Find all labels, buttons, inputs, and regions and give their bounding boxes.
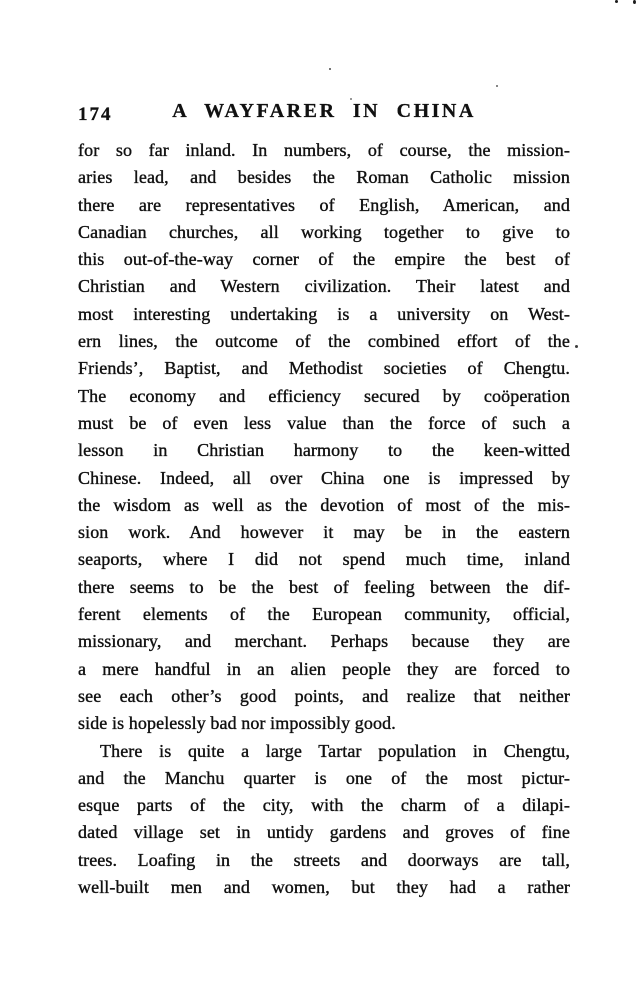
text-line: see each other’s good points, and realize that neither [78,685,570,706]
text-line: a mere handful in an alien people they are forced to [78,658,570,679]
scan-speck [350,98,352,100]
text-line: side is hopelessly bad nor impossibly good. [78,713,396,734]
text-line: there are representatives of English, American, and [78,194,570,215]
scan-speck [496,85,498,87]
text-line: dated village set in untidy gardens and groves of fine [78,822,570,843]
scan-speck [575,345,578,348]
text-line: ern lines, the outcome of the combined effort of the [78,331,570,352]
text-line: most interesting undertaking is a university on West- [78,303,570,324]
text-line: There is quite a large Tartar population in Chengtu, [100,740,570,761]
text-line: Friends’, Baptist, and Methodist societies of Chengtu. [78,358,570,379]
text-line: Christian and Western civilization. Their latest and [78,276,570,297]
text-line: well-built men and women, but they had a rather [78,877,570,898]
text-line: sion work. And however it may be in the eastern [78,522,570,543]
body-text [78,137,570,901]
text-line: Chinese. Indeed, all over China one is impressed by [78,467,570,488]
text-line: there seems to be the best of feeling between the dif- [78,576,570,597]
text-line: and the Manchu quarter is one of the most pictur- [78,767,570,788]
page-number: 174 [78,104,113,125]
text-line: Canadian churches, all working together to give to [78,221,570,242]
text-line: must be of even less value than the force of such a [78,412,570,433]
text-line: aries lead, and besides the Roman Catholic mission [78,167,570,188]
text-line: esque parts of the city, with the charm of a dilapi- [78,795,570,816]
text-line: lesson in Christian harmony to the keen-witted [78,440,570,461]
text-line: this out-of-the-way corner of the empire the best of [78,249,570,270]
running-title: A WAYFARER IN CHINA [172,100,476,122]
text-line: trees. Loafing in the streets and doorways are tall, [78,849,570,870]
text-line: ferent elements of the European community, official, [78,604,570,625]
text-line: The economy and efficiency secured by coöperation [78,385,570,406]
text-line: seaports, where I did not spend much time, inland [78,549,570,570]
text-line: missionary, and merchant. Perhaps because they are [78,631,570,652]
text-line: for so far inland. In numbers, of course, the mission- [78,140,570,160]
running-head [78,100,570,128]
scan-speck [633,0,636,4]
scan-speck [615,0,618,3]
text-line: the wisdom as well as the devotion of most of the mis- [78,494,570,515]
scan-speck [329,68,331,70]
